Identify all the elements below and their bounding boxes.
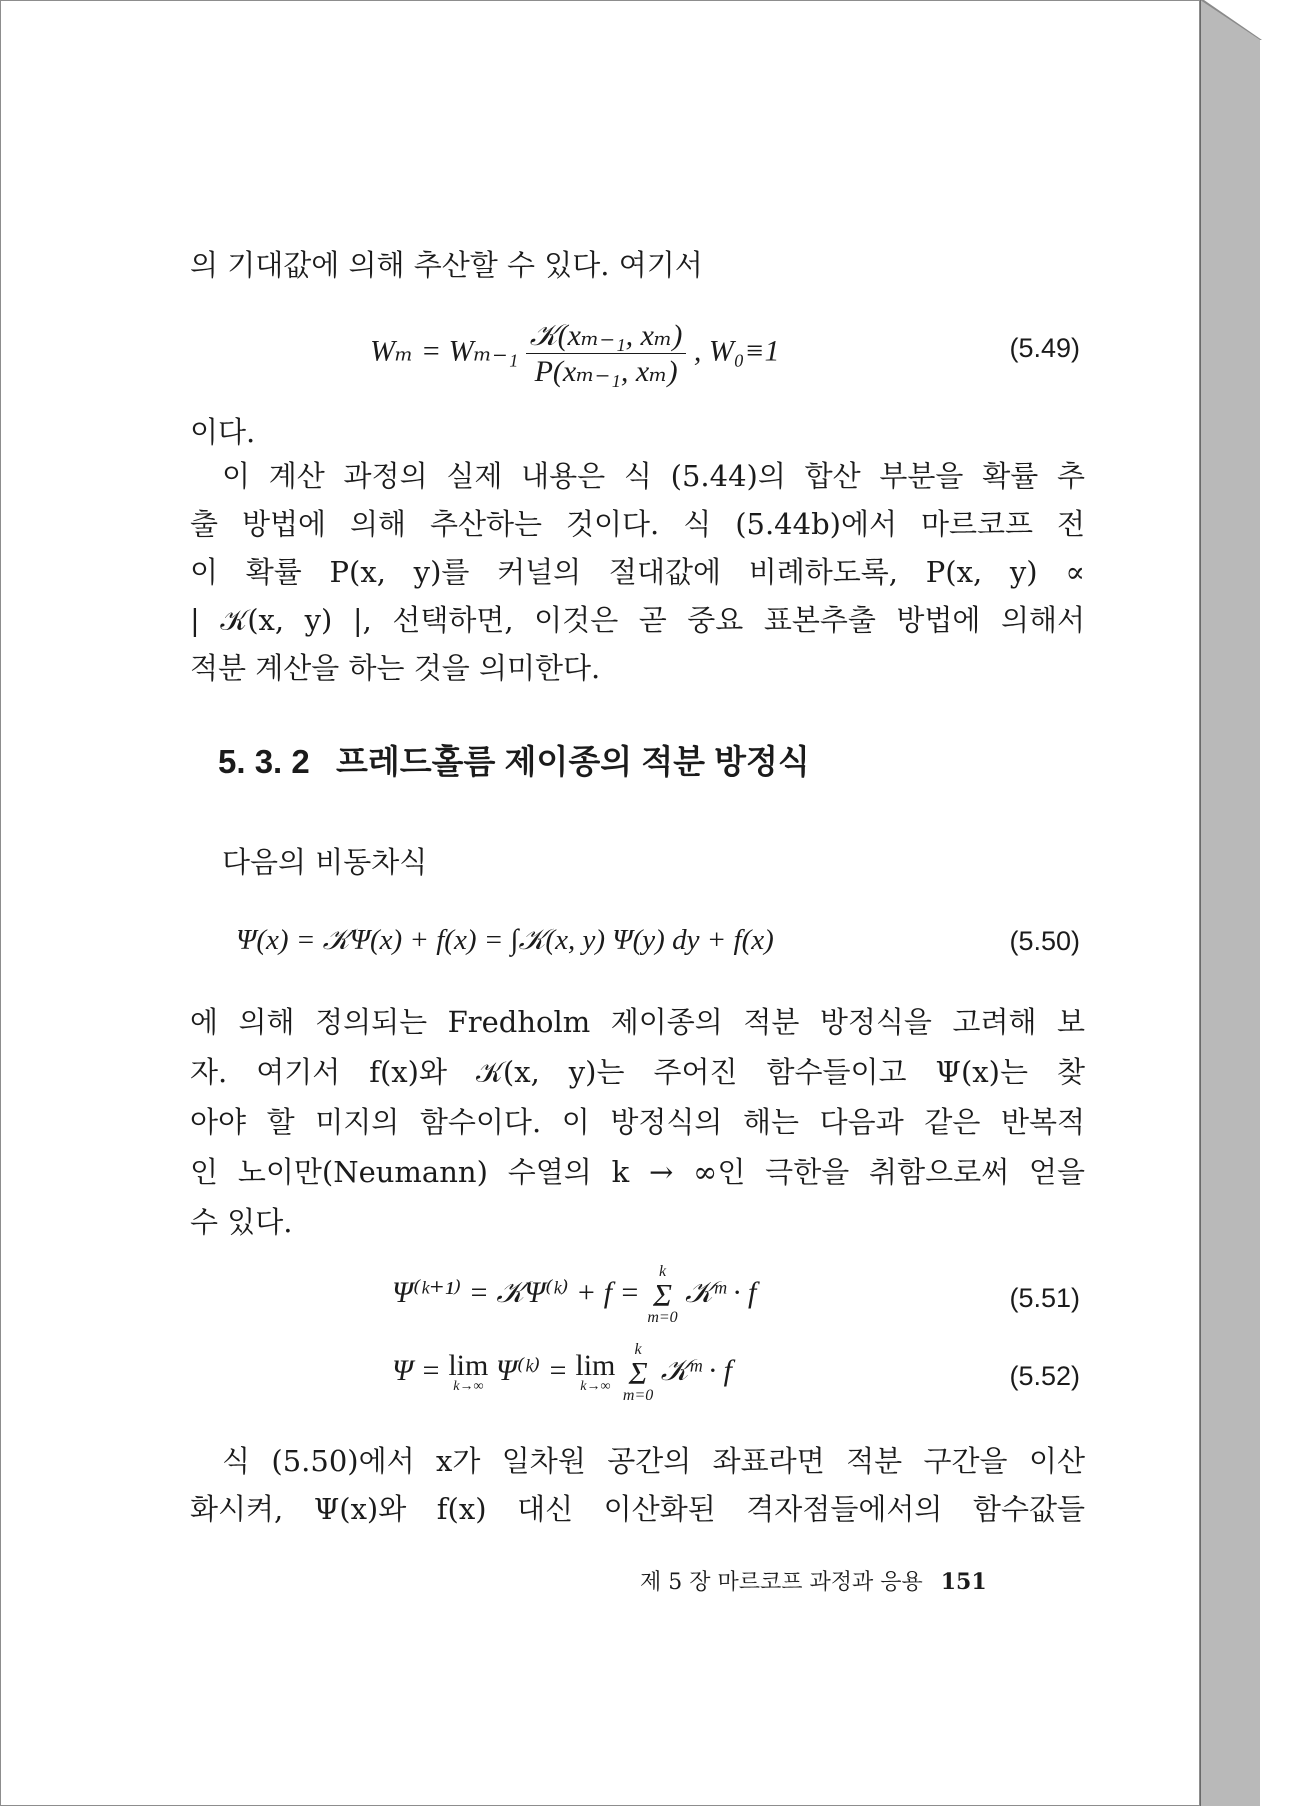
eq-right: 𝒦ᵐ · f bbox=[660, 1353, 732, 1387]
page-footer bbox=[640, 1565, 987, 1596]
section-title: 프레드홀름 제이종의 적분 방정식 bbox=[336, 743, 810, 780]
eq-left: Ψ⁽ᵏ⁺¹⁾ = 𝒦Ψ⁽ᵏ⁾ + f = bbox=[392, 1275, 640, 1309]
lim-label: lim bbox=[448, 1349, 489, 1382]
summation bbox=[623, 1342, 653, 1404]
eq-tail: , W₀≡1 bbox=[693, 334, 780, 368]
limit bbox=[448, 1349, 489, 1394]
paragraph-line: | 𝒦(x, y) |, 선택하면, 이것은 곧 중요 표본추출 방법에 의해서 bbox=[190, 603, 1085, 637]
equation-5-50: Ψ(x) = 𝒦Ψ(x) + f(x) = ∫𝒦(x, y) Ψ(y) dy + f(x) bbox=[236, 924, 774, 956]
paragraph-line: 이 계산 과정의 실제 내용은 식 (5.44)의 합산 부분을 확률 추 bbox=[222, 459, 1085, 493]
sum-lower: m=0 bbox=[647, 1309, 678, 1326]
paragraph-line: 이 확률 P(x, y)를 커널의 절대값에 비례하도록, P(x, y) ∝ bbox=[190, 555, 1085, 589]
equation-5-51 bbox=[392, 1264, 756, 1326]
paragraph-line: 수 있다. bbox=[190, 1205, 293, 1239]
text-line: 이다. bbox=[190, 415, 256, 449]
equation-number: (5.51) bbox=[1009, 1283, 1080, 1313]
section-heading bbox=[218, 736, 810, 783]
limit bbox=[575, 1349, 616, 1394]
sum-symbol: Σ bbox=[652, 1277, 672, 1313]
sum-upper: k bbox=[634, 1341, 642, 1358]
section-number: 5. 3. 2 bbox=[218, 743, 310, 780]
paragraph-line: 아야 할 미지의 함수이다. 이 방정식의 해는 다음과 같은 반복적 bbox=[190, 1105, 1085, 1139]
paragraph-line: 적분 계산을 하는 것을 의미한다. bbox=[190, 651, 601, 685]
paragraph-line: 에 의해 정의되는 Fredholm 제이종의 적분 방정식을 고려해 보 bbox=[190, 1005, 1085, 1039]
equation-number: (5.50) bbox=[1009, 926, 1080, 956]
lim-label: lim bbox=[575, 1349, 616, 1382]
paragraph-line: 자. 여기서 f(x)와 𝒦(x, y)는 주어진 함수들이고 Ψ(x)는 찾 bbox=[190, 1055, 1085, 1089]
fraction-numerator: 𝒦(xₘ₋₁, xₘ) bbox=[526, 318, 687, 354]
text-line: 의 기대값에 의해 추산할 수 있다. 여기서 bbox=[190, 248, 703, 282]
eq-left: Wₘ = Wₘ₋₁ bbox=[370, 334, 519, 368]
paragraph-line: 식 (5.50)에서 x가 일차원 공간의 좌표라면 적분 구간을 이산 bbox=[222, 1444, 1085, 1478]
equation-number: (5.49) bbox=[1009, 333, 1080, 363]
eq-right: 𝒦ᵐ · f bbox=[685, 1275, 757, 1309]
fraction-denominator: P(xₘ₋₁, xₘ) bbox=[534, 355, 678, 388]
lim-subscript: k→∞ bbox=[580, 1379, 611, 1394]
paragraph-line: 화시켜, Ψ(x)와 f(x) 대신 이산화된 격자점들에서의 함수값들 bbox=[190, 1492, 1085, 1526]
page-number: 151 bbox=[940, 1569, 987, 1595]
sum-symbol: Σ bbox=[628, 1355, 648, 1391]
equation-number: (5.52) bbox=[1009, 1361, 1080, 1391]
lim-subscript: k→∞ bbox=[453, 1379, 484, 1394]
chapter-title: 제 5 장 마르코프 과정과 응용 bbox=[640, 1570, 923, 1595]
text-line: 다음의 비동차식 bbox=[222, 845, 428, 879]
eq-left: Ψ = bbox=[392, 1353, 441, 1387]
paragraph-line: 출 방법에 의해 추산하는 것이다. 식 (5.44b)에서 마르코프 전 bbox=[190, 507, 1085, 541]
eq-fraction bbox=[526, 318, 687, 389]
sum-upper: k bbox=[658, 1263, 667, 1280]
eq-mid: Ψ⁽ᵏ⁾ = bbox=[495, 1353, 568, 1387]
equation-5-49 bbox=[370, 318, 780, 389]
equation-5-52 bbox=[392, 1342, 732, 1404]
sum-lower: m=0 bbox=[622, 1387, 654, 1404]
paragraph-line: 인 노이만(Neumann) 수열의 k → ∞인 극한을 취함으로써 얻을 bbox=[190, 1155, 1085, 1189]
summation bbox=[647, 1264, 677, 1326]
